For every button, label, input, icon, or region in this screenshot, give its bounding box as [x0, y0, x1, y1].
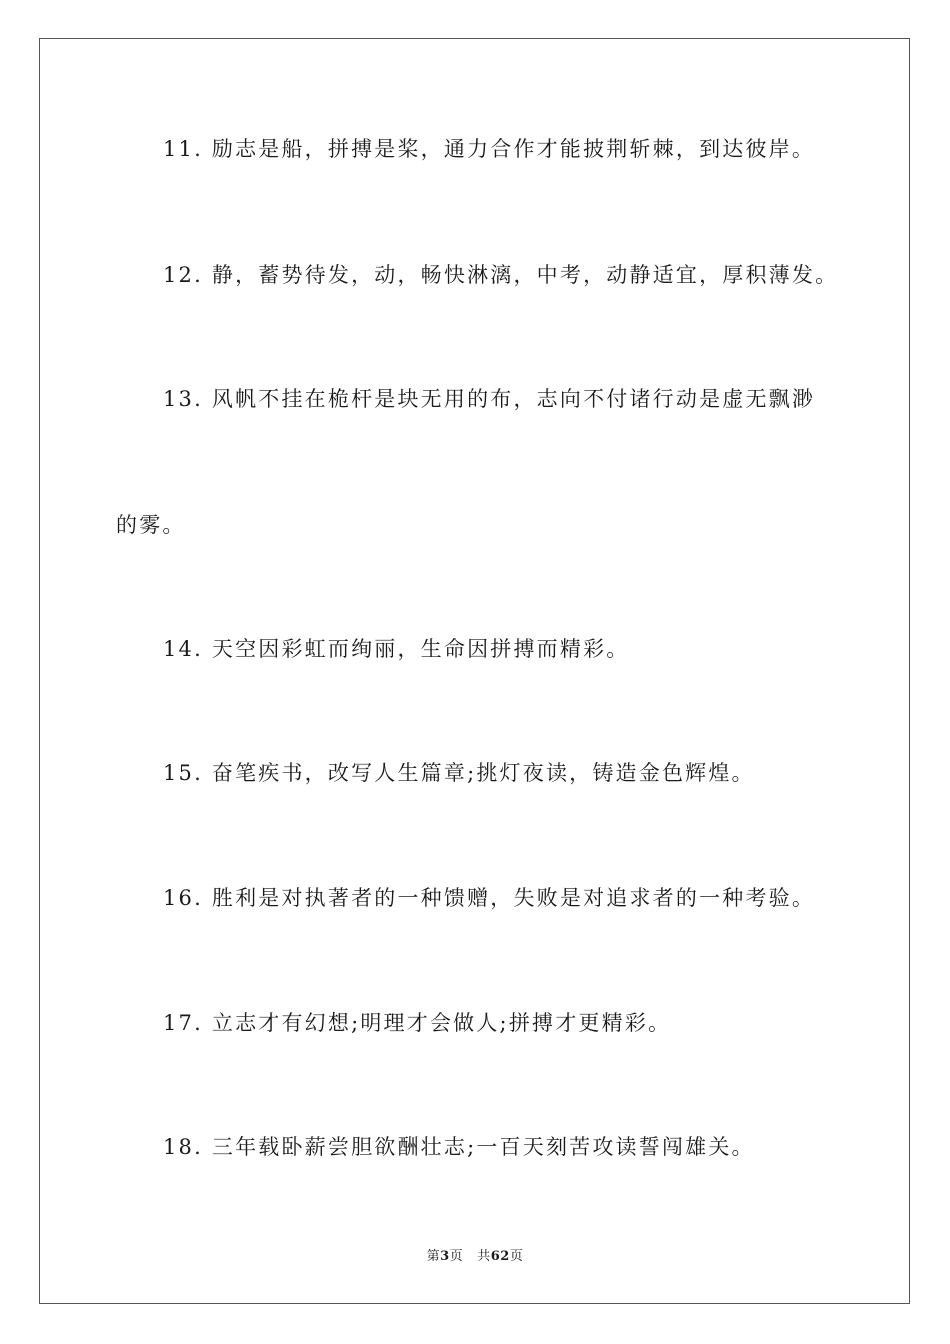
text-line-16: 16. 胜利是对执著者的一种馈赠，失败是对追求者的一种考验。 [163, 886, 816, 910]
text-line-11: 11. 励志是船，拼搏是桨，通力合作才能披荆斩棘，到达彼岸。 [163, 137, 816, 161]
page-number: 3 [440, 1249, 450, 1264]
total-suffix: 页 [509, 1249, 524, 1264]
total-pages: 62 [490, 1249, 510, 1264]
text-line-15: 15. 奋笔疾书，改写人生篇章;挑灯夜读，铸造金色辉煌。 [163, 761, 755, 785]
page-footer [0, 1248, 950, 1266]
text-line-14: 14. 天空因彩虹而绚丽，生命因拼搏而精彩。 [163, 637, 630, 661]
page-border [39, 38, 910, 1304]
text-line-13-continuation: 的雾。 [116, 513, 186, 537]
page-suffix: 页 [449, 1249, 464, 1264]
page-prefix: 第 [426, 1249, 441, 1264]
total-prefix: 共 [477, 1249, 491, 1264]
text-line-17: 17. 立志才有幻想;明理才会做人;拼搏才更精彩。 [163, 1011, 672, 1035]
text-line-13: 13. 风帆不挂在桅杆是块无用的布，志向不付诸行动是虚无飘渺 [163, 387, 816, 411]
text-line-12: 12. 静，蓄势待发，动，畅快淋漓，中考，动静适宜，厚积薄发。 [163, 263, 839, 287]
text-line-18: 18. 三年载卧薪尝胆欲酬壮志;一百天刻苦攻读誓闯雄关。 [163, 1135, 755, 1159]
